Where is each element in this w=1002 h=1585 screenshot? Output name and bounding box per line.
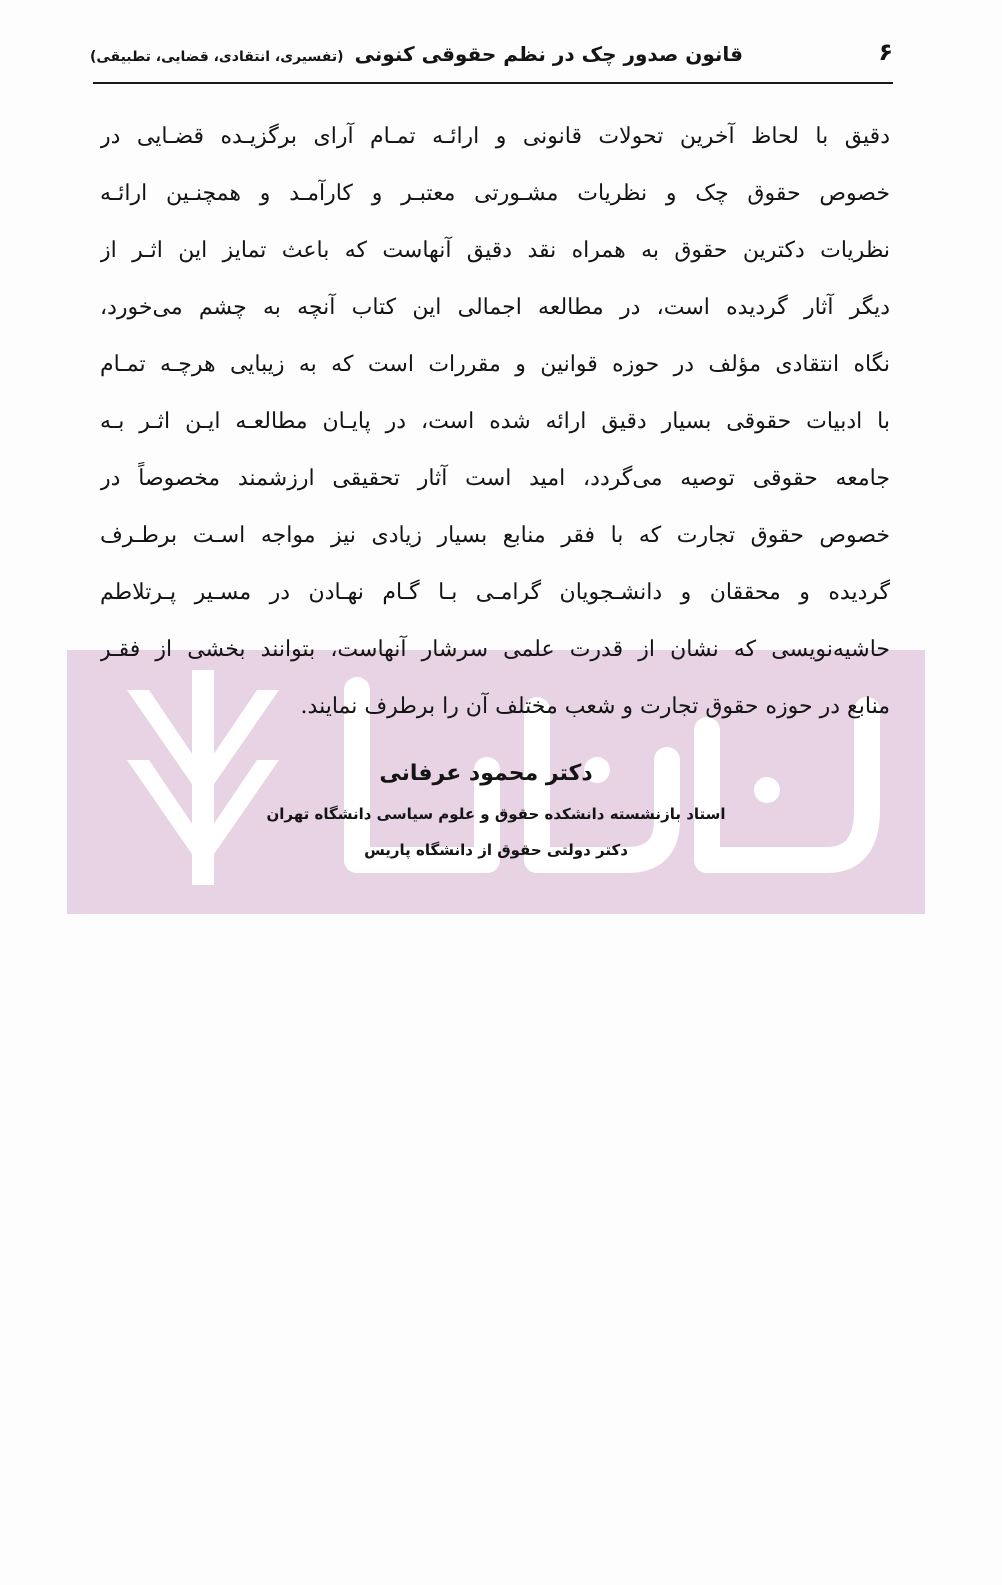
body-line: خصوص حقوق چک و نظریات مشـورتی معتبـر و کارآمـد و همچنـین ارائـه xyxy=(100,181,890,206)
author-title: استاد بازنشسته دانشکده حقوق و علوم سیاسی دانشگاه تهران xyxy=(266,805,726,823)
body-line: گردیده و محققان و دانشـجویان گرامـی بـا گـام نهـادن در مسـیر پـرتلاطم xyxy=(100,580,890,605)
page-number: ۶ xyxy=(878,38,893,66)
page-header xyxy=(89,30,893,84)
body-line: حاشیه‌نویسی که نشان از قدرت علمی سرشار آنهاست، بتوانند بخشی از فقـر xyxy=(100,637,890,662)
running-title-subtitle: (تفسیری، انتقادی، قضایی، تطبیقی) xyxy=(89,49,344,65)
body-line: نظریات دکترین حقوق به همراه نقد دقیق آنهاست که باعث تمایز این اثـر از xyxy=(100,238,890,263)
body-line: دیگر آثار گردیده است، در مطالعه اجمالی این کتاب آنچه به چشم می‌خورد، xyxy=(100,295,890,320)
body-line: با ادبیات حقوقی بسیار دقیق ارائه شده است، در پایـان مطالعـه ایـن اثـر بـه xyxy=(100,409,890,434)
body-line: نگاه انتقادی مؤلف در حوزه قوانین و مقررات است که به زیبایی هرچـه تمـام xyxy=(100,352,890,377)
body-line: خصوص حقوق تجارت که با فقر منابع بسیار زیادی نیز مواجه اسـت برطـرف xyxy=(100,523,890,548)
body-line: دقیق با لحاظ آخرین تحولات قانونی و ارائـه تمـام آرای برگزیـده قضـایی در xyxy=(100,124,890,149)
running-title xyxy=(90,38,743,73)
body-line: جامعه حقوقی توصیه می‌گردد، امید است آثار تحقیقی ارزشمند مخصوصاً در xyxy=(100,466,890,491)
author-signature xyxy=(67,752,925,868)
author-degree: دکتر دولتی حقوق از دانشگاه پاریس xyxy=(364,841,628,859)
body-text xyxy=(100,108,890,735)
body-line: منابع در حوزه حقوق تجارت و شعب مختلف آن را برطرف نمایند. xyxy=(300,694,890,719)
running-title-main: قانون صدور چک در نظم حقوقی کنونی xyxy=(354,42,743,66)
author-name: دکتر محمود عرفانی xyxy=(379,761,593,786)
